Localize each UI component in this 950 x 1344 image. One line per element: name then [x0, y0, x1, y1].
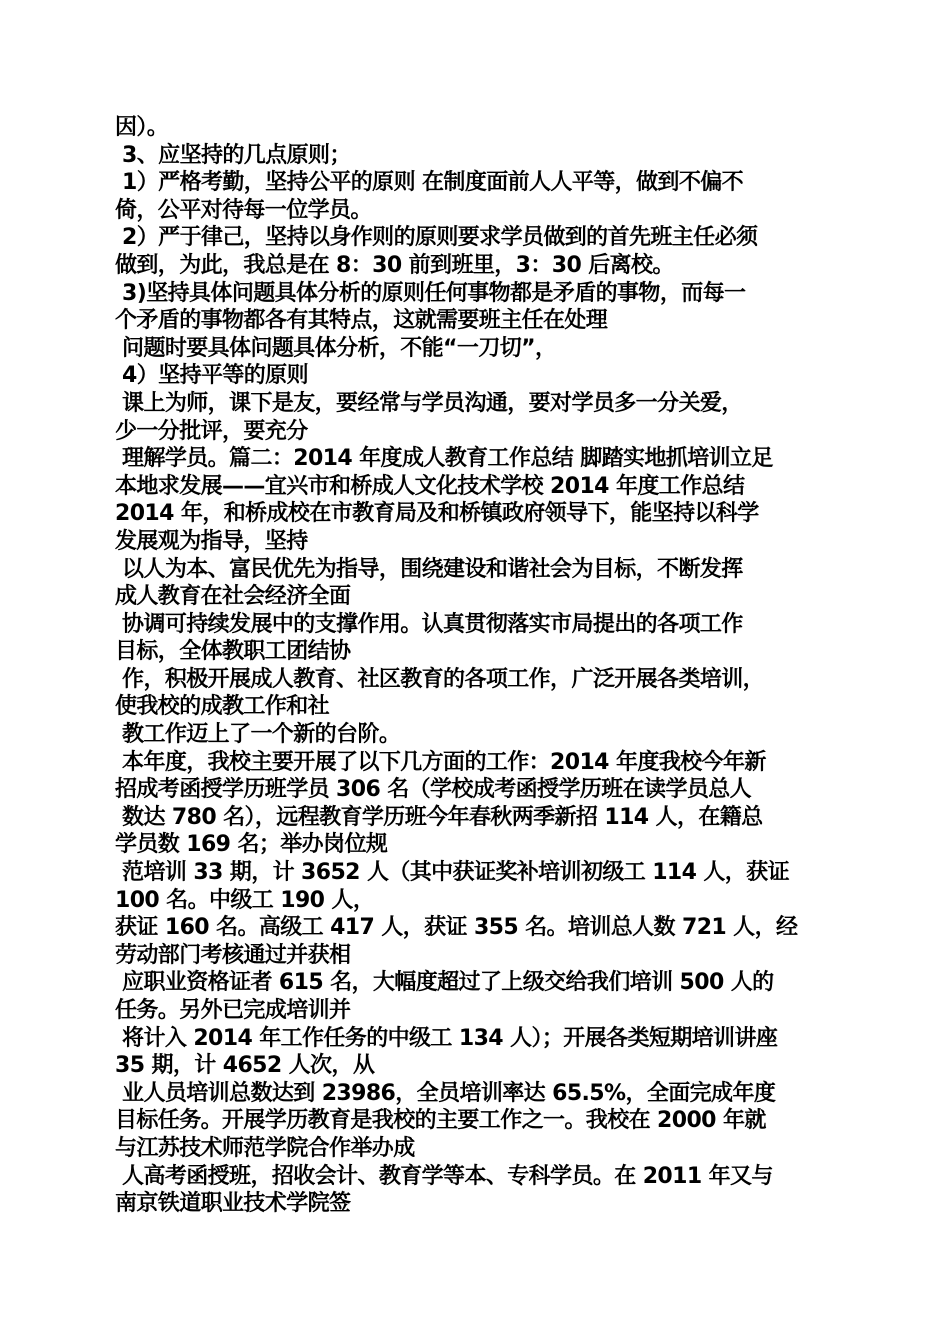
text-line: 2014 年，和桥成校在市教育局及和桥镇政府领导下，能坚持以科学: [115, 501, 759, 527]
document-body: [115, 114, 845, 1218]
text-line: 3、应坚持的几点原则；: [115, 142, 351, 168]
text-line: 少一分批评，要充分: [115, 418, 308, 444]
text-line: 人高考函授班，招收会计、教育学等本、专科学员。在 2011 年又与: [115, 1163, 773, 1189]
text-line: 目标任务。开展学历教育是我校的主要工作之一。我校在 2000 年就: [115, 1108, 766, 1134]
text-line: 倚，公平对待每一位学员。: [115, 197, 372, 223]
text-line: 35 期，计 4652 人次，从: [115, 1053, 375, 1079]
text-line: 3)坚持具体问题具体分析的原则任何事物都是矛盾的事物，而每一: [115, 280, 746, 306]
text-line: 协调可持续发展中的支撑作用。认真贯彻落实市局提出的各项工作: [115, 611, 743, 637]
text-line: 2）严于律己，坚持以身作则的原则要求学员做到的首先班主任必须: [115, 225, 758, 251]
text-line: 4）坚持平等的原则: [115, 363, 308, 389]
text-line: 劳动部门考核通过并获相: [115, 942, 351, 968]
text-line: 问题时要具体问题具体分析，不能“一刀切”，: [115, 335, 557, 361]
text-line: 100 名。中级工 190 人，: [115, 887, 375, 913]
text-line: 目标，全体教职工团结协: [115, 639, 351, 665]
text-line: 教工作迈上了一个新的台阶。: [115, 722, 401, 748]
text-line: 做到，为此，我总是在 8：30 前到班里，3：30 后离校。: [115, 252, 674, 278]
text-line: 1）严格考勤，坚持公平的原则 在制度面前人人平等，做到不偏不: [115, 170, 744, 196]
text-line: 范培训 33 期，计 3652 人（其中获证奖补培训初级工 114 人，获证: [115, 860, 789, 886]
text-line: 业人员培训总数达到 23986，全员培训率达 65.5%，全面完成年度: [115, 1080, 776, 1106]
text-line: 个矛盾的事物都各有其特点，这就需要班主任在处理: [115, 308, 608, 334]
text-line: 理解学员。篇二：2014 年度成人教育工作总结 脚踏实地抓培训立足: [115, 446, 773, 472]
text-line: 获证 160 名。高级工 417 人，获证 355 名。培训总人数 721 人，经: [115, 915, 798, 941]
text-line: 发展观为指导，坚持: [115, 528, 308, 554]
text-line: 作，积极开展成人教育、社区教育的各项工作，广泛开展各类培训，: [115, 666, 765, 692]
text-line: 课上为师，课下是友，要经常与学员沟通，要对学员多一分关爱，: [115, 390, 743, 416]
text-line: 应职业资格证者 615 名，大幅度超过了上级交给我们培训 500 人的: [115, 970, 774, 996]
text-line: 与江苏技术师范学院合作举办成: [115, 1135, 415, 1161]
text-line: 因）。: [115, 115, 169, 140]
text-line: 南京铁道职业技术学院签: [115, 1191, 351, 1217]
text-line: 本年度，我校主要开展了以下几方面的工作：2014 年度我校今年新: [115, 749, 766, 775]
text-line: 任务。另外已完成培训并: [115, 998, 351, 1023]
text-line: 将计入 2014 年工作任务的中级工 134 人）；开展各类短期培训讲座: [115, 1025, 778, 1051]
text-line: 本地求发展——宜兴市和桥成人文化技术学校 2014 年度工作总结: [115, 473, 745, 499]
text-line: 招成考函授学历班学员 306 名（学校成考函授学历班在读学员总人: [115, 777, 752, 803]
text-line: 使我校的成教工作和社: [115, 694, 330, 720]
text-line: 以人为本、富民优先为指导，围绕建设和谐社会为目标，不断发挥: [115, 556, 743, 582]
text-line: 学员数 169 名；举办岗位规: [115, 832, 388, 858]
text-line: 成人教育在社会经济全面: [115, 584, 351, 610]
text-line: 数达 780 名），远程教育学历班今年春秋两季新招 114 人，在籍总: [115, 804, 763, 830]
